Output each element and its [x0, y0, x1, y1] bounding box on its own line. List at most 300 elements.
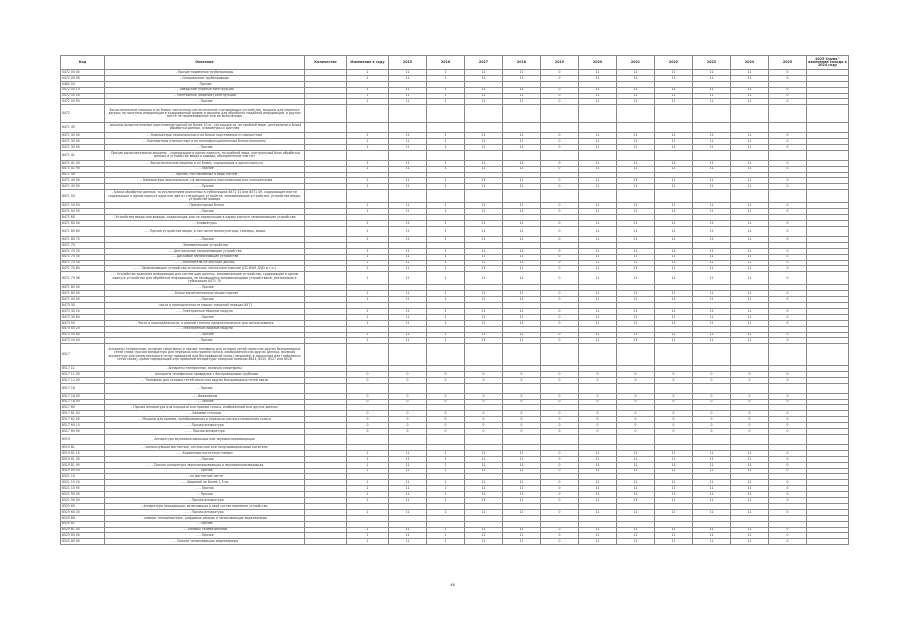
value-cell: 11: [465, 138, 503, 144]
value-cell: 1: [347, 254, 389, 260]
value-cell: [579, 190, 617, 203]
value-cell: 0: [693, 411, 731, 417]
description-cell: - - - Прочая аппаратура: [105, 509, 305, 515]
value-cell: 11: [693, 480, 731, 486]
value-cell: [693, 434, 731, 444]
value-cell: 11: [465, 99, 503, 105]
value-cell: 11: [617, 486, 655, 492]
value-cell: 11: [655, 99, 693, 105]
value-cell: 0: [541, 411, 579, 417]
value-cell: 11: [503, 160, 541, 166]
value-cell: 11: [617, 166, 655, 172]
value-cell: 11: [579, 160, 617, 166]
value-cell: 0: [769, 338, 807, 344]
code-cell: 8517 12 00: [61, 377, 105, 383]
value-cell: 11: [503, 184, 541, 190]
code-cell: 8517 18 00: [61, 393, 105, 399]
value-cell: 11: [389, 138, 427, 144]
value-cell: 11: [503, 492, 541, 498]
value-cell: 0: [541, 166, 579, 172]
value-cell: 0: [347, 399, 389, 405]
value-cell: 1: [427, 480, 465, 486]
value-cell: 11: [503, 480, 541, 486]
value-cell: 0: [541, 338, 579, 344]
value-cell: 0: [769, 297, 807, 303]
value-cell: 11: [731, 203, 769, 209]
value-cell: 11: [731, 144, 769, 150]
value-cell: 11: [655, 184, 693, 190]
description-cell: - машины вычислительные портативные массой не более 10 кг, состоящие из, по крайней мере, центрального блока обработки данных, клавиатуры и дисплея: [105, 122, 305, 132]
value-cell: 11: [731, 272, 769, 285]
value-cell: 11: [503, 87, 541, 93]
value-cell: 11: [465, 314, 503, 320]
code-cell: 8517 60: [61, 405, 105, 411]
table-row: [61, 434, 849, 444]
value-cell: 0: [541, 309, 579, 315]
description-cell: - - Прочие: [105, 144, 305, 150]
value-cell: 0: [769, 417, 807, 423]
value-cell: 11: [617, 184, 655, 190]
value-cell: [347, 344, 389, 366]
description-cell: - - Базовые станции: [105, 411, 305, 417]
value-cell: 11: [465, 272, 503, 285]
value-cell: 11: [617, 509, 655, 515]
value-cell: 0: [541, 468, 579, 474]
code-cell: 8471 70 50: [61, 260, 105, 266]
value-cell: 11: [503, 75, 541, 81]
value-cell: 0: [347, 411, 389, 417]
value-cell: 0: [769, 480, 807, 486]
value-cell: 1: [427, 291, 465, 297]
value-cell: 0: [769, 254, 807, 260]
value-cell: 0: [541, 509, 579, 515]
value-cell: 1: [347, 291, 389, 297]
code-cell: 8471 50 00: [61, 203, 105, 209]
description-cell: - - - Электронные сборные модули: [105, 309, 305, 315]
value-cell: 11: [731, 498, 769, 504]
value-cell: 1: [347, 209, 389, 215]
value-cell: [347, 105, 389, 123]
value-cell: 0: [655, 417, 693, 423]
value-cell: 11: [655, 456, 693, 462]
value-cell: [305, 150, 347, 160]
value-cell: 0: [427, 417, 465, 423]
value-cell: 0: [389, 411, 427, 417]
value-cell: [655, 190, 693, 203]
value-cell: 11: [655, 237, 693, 243]
value-cell: [347, 150, 389, 160]
value-cell: 11: [731, 486, 769, 492]
value-cell: 11: [655, 75, 693, 81]
value-cell: 11: [655, 70, 693, 76]
value-cell: 11: [389, 184, 427, 190]
code-cell: 8473 50 20: [61, 326, 105, 332]
value-cell: 11: [465, 480, 503, 486]
value-cell: 11: [389, 75, 427, 81]
description-cell: - - Прочие: [105, 383, 305, 393]
value-cell: 11: [655, 486, 693, 492]
value-cell: 1: [427, 320, 465, 326]
value-cell: 11: [465, 93, 503, 99]
value-cell: 1: [427, 209, 465, 215]
value-cell: 11: [389, 462, 427, 468]
code-cell: 8471 60: [61, 215, 105, 221]
value-cell: 1: [427, 462, 465, 468]
value-cell: [617, 105, 655, 123]
value-cell: 0: [427, 377, 465, 383]
code-cell: 8525 60: [61, 503, 105, 509]
column-header: Код: [61, 56, 105, 70]
value-cell: 11: [503, 338, 541, 344]
column-header: 2017: [465, 56, 503, 70]
value-cell: 0: [541, 209, 579, 215]
value-cell: 0: [427, 399, 465, 405]
value-cell: 1: [347, 320, 389, 326]
value-cell: 11: [655, 468, 693, 474]
value-cell: 1: [347, 70, 389, 76]
value-cell: 0: [769, 184, 807, 190]
value-cell: 0: [541, 423, 579, 429]
value-cell: 11: [389, 468, 427, 474]
table-row: [61, 105, 849, 123]
value-cell: 11: [389, 272, 427, 285]
value-cell: 1: [347, 138, 389, 144]
value-cell: 11: [465, 462, 503, 468]
value-cell: 11: [655, 166, 693, 172]
value-cell: [389, 344, 427, 366]
value-cell: [769, 383, 807, 393]
description-cell: - - - Прочие: [105, 285, 305, 291]
value-cell: [769, 344, 807, 366]
value-cell: 11: [503, 314, 541, 320]
value-cell: 0: [541, 417, 579, 423]
value-cell: [617, 383, 655, 393]
code-cell: 8519 81: [61, 445, 105, 451]
value-cell: 0: [503, 423, 541, 429]
value-cell: 0: [541, 93, 579, 99]
value-cell: 11: [693, 291, 731, 297]
value-cell: [465, 434, 503, 444]
value-cell: 0: [389, 429, 427, 435]
value-cell: 11: [389, 93, 427, 99]
value-cell: 11: [693, 70, 731, 76]
table-row: [61, 539, 849, 545]
value-cell: 0: [769, 160, 807, 166]
value-cell: 0: [655, 393, 693, 399]
value-cell: 11: [465, 254, 503, 260]
value-cell: 11: [465, 320, 503, 326]
value-cell: 11: [465, 291, 503, 297]
value-cell: [731, 344, 769, 366]
value-cell: 0: [769, 266, 807, 272]
value-cell: 11: [617, 338, 655, 344]
value-cell: 1: [427, 314, 465, 320]
value-cell: 11: [731, 75, 769, 81]
value-cell: 11: [731, 266, 769, 272]
value-cell: 11: [693, 166, 731, 172]
value-cell: 11: [503, 248, 541, 254]
value-cell: [465, 383, 503, 393]
value-cell: 11: [693, 297, 731, 303]
value-cell: 11: [503, 527, 541, 533]
description-cell: - - - Видеофоны: [105, 393, 305, 399]
value-cell: 11: [731, 93, 769, 99]
value-cell: 11: [389, 203, 427, 209]
value-cell: 11: [389, 309, 427, 315]
value-cell: 1: [347, 533, 389, 539]
value-cell: 11: [655, 254, 693, 260]
value-cell: 11: [389, 254, 427, 260]
value-cell: 0: [617, 429, 655, 435]
description-cell: - - Вычислительные машины и их блоки, содержащие в одном корпусе: [105, 160, 305, 166]
value-cell: 0: [541, 75, 579, 81]
value-cell: 1: [347, 486, 389, 492]
value-cell: 0: [769, 486, 807, 492]
code-cell: 8473 50 90: [61, 338, 105, 344]
value-cell: 11: [693, 266, 731, 272]
description-cell: - Аппараты телефонные, включая смартфоны:: [105, 365, 305, 371]
value-cell: 11: [655, 309, 693, 315]
value-cell: 11: [693, 320, 731, 326]
value-cell: 1: [347, 184, 389, 190]
value-cell: 11: [389, 450, 427, 456]
value-cell: 0: [347, 377, 389, 383]
value-cell: 0: [769, 248, 807, 254]
value-cell: 1: [347, 297, 389, 303]
value-cell: 0: [541, 297, 579, 303]
value-cell: 0: [731, 429, 769, 435]
value-cell: [579, 122, 617, 132]
value-cell: 11: [503, 237, 541, 243]
value-cell: 11: [693, 248, 731, 254]
description-cell: - - - Шириной не более 1,3 см: [105, 480, 305, 486]
code-cell: 8525 89 00: [61, 539, 105, 545]
value-cell: 11: [655, 498, 693, 504]
value-cell: 0: [541, 377, 579, 383]
value-cell: 0: [541, 480, 579, 486]
value-cell: 11: [465, 309, 503, 315]
value-cell: [579, 434, 617, 444]
value-cell: 11: [579, 480, 617, 486]
value-cell: 11: [579, 237, 617, 243]
value-cell: 0: [541, 291, 579, 297]
value-cell: 0: [541, 226, 579, 236]
code-cell: 8517 69 90: [61, 429, 105, 435]
value-cell: 1: [427, 533, 465, 539]
value-cell: 11: [389, 539, 427, 545]
value-cell: 11: [655, 272, 693, 285]
value-cell: 11: [693, 184, 731, 190]
value-cell: 11: [617, 133, 655, 139]
value-cell: 0: [769, 291, 807, 297]
value-cell: 11: [465, 166, 503, 172]
value-cell: 0: [541, 539, 579, 545]
value-cell: 0: [541, 133, 579, 139]
value-cell: 11: [465, 338, 503, 344]
value-cell: 0: [465, 393, 503, 399]
value-cell: 11: [731, 450, 769, 456]
value-cell: 11: [465, 297, 503, 303]
code-cell: 8525 81 00: [61, 527, 105, 533]
description-cell: - Блоки обработки данных, за исключением описанных в субпозициях 8471 41 или 8471 49, содержащие или не содержащие в одном корпусе одно или два из следующих устройств: запоминающие устройства, устройства ввода, устройства вывода: [105, 190, 305, 203]
value-cell: 11: [389, 260, 427, 266]
value-cell: 11: [693, 203, 731, 209]
value-cell: 11: [389, 144, 427, 150]
value-cell: 0: [693, 371, 731, 377]
value-cell: [769, 105, 807, 123]
value-cell: [389, 434, 427, 444]
value-cell: 0: [769, 533, 807, 539]
value-cell: [305, 122, 347, 132]
description-cell: - - - Электронные сборные модули: [105, 326, 305, 332]
value-cell: 0: [541, 462, 579, 468]
value-cell: 0: [389, 417, 427, 423]
value-cell: 11: [655, 509, 693, 515]
description-cell: - - - Прочая аппаратура: [105, 423, 305, 429]
value-cell: 0: [769, 456, 807, 462]
value-cell: 11: [503, 209, 541, 215]
value-cell: 0: [579, 377, 617, 383]
value-cell: 11: [693, 462, 731, 468]
value-cell: 1: [427, 144, 465, 150]
value-cell: [465, 122, 503, 132]
column-header: 2018: [503, 56, 541, 70]
value-cell: [731, 383, 769, 393]
value-cell: 11: [693, 539, 731, 545]
value-cell: 0: [541, 527, 579, 533]
value-cell: 11: [389, 133, 427, 139]
value-cell: 1: [427, 266, 465, 272]
value-cell: [731, 434, 769, 444]
value-cell: 11: [617, 314, 655, 320]
column-header: Описание: [105, 56, 305, 70]
value-cell: 11: [617, 297, 655, 303]
code-cell: 8471 30 00: [61, 144, 105, 150]
value-cell: 0: [347, 417, 389, 423]
value-cell: 1: [347, 272, 389, 285]
value-cell: [503, 190, 541, 203]
value-cell: 11: [503, 144, 541, 150]
value-cell: 0: [541, 87, 579, 93]
value-cell: 0: [617, 393, 655, 399]
value-cell: 11: [579, 166, 617, 172]
description-cell: - Части и принадлежности, в равной степени предназначенные для использования: [105, 320, 305, 326]
value-cell: 11: [579, 260, 617, 266]
value-cell: 11: [655, 291, 693, 297]
value-cell: [541, 105, 579, 123]
value-cell: 11: [693, 221, 731, 227]
value-cell: [305, 383, 347, 393]
value-cell: [347, 190, 389, 203]
value-cell: [807, 226, 849, 236]
value-cell: 0: [541, 260, 579, 266]
table-body: [61, 70, 849, 545]
value-cell: 11: [579, 486, 617, 492]
code-cell: 8521 90 00: [61, 492, 105, 498]
value-cell: 11: [731, 533, 769, 539]
value-cell: 0: [769, 492, 807, 498]
value-cell: 0: [693, 423, 731, 429]
value-cell: 11: [731, 527, 769, 533]
value-cell: 0: [503, 417, 541, 423]
value-cell: [465, 344, 503, 366]
value-cell: 1: [347, 75, 389, 81]
value-cell: [617, 344, 655, 366]
value-cell: 11: [655, 492, 693, 498]
code-cell: 8521 10: [61, 474, 105, 480]
value-cell: 11: [617, 237, 655, 243]
value-cell: 0: [769, 260, 807, 266]
value-cell: 0: [579, 429, 617, 435]
value-cell: 11: [389, 314, 427, 320]
value-cell: 0: [769, 377, 807, 383]
description-cell: - камеры телевизионные, цифровые камеры и записывающие видеокамеры: [105, 515, 305, 521]
code-cell: 8519 81 95: [61, 462, 105, 468]
value-cell: 0: [541, 266, 579, 272]
value-cell: 0: [769, 144, 807, 150]
description-cell: - - - Прочие: [105, 237, 305, 243]
value-cell: [693, 383, 731, 393]
value-cell: [503, 150, 541, 160]
value-cell: 11: [465, 456, 503, 462]
value-cell: 11: [617, 291, 655, 297]
value-cell: 1: [347, 480, 389, 486]
value-cell: 11: [389, 338, 427, 344]
value-cell: 0: [731, 423, 769, 429]
value-cell: 0: [347, 393, 389, 399]
value-cell: 1: [427, 178, 465, 184]
value-cell: 1: [347, 93, 389, 99]
value-cell: [655, 105, 693, 123]
value-cell: [693, 105, 731, 123]
value-cell: 0: [769, 527, 807, 533]
value-cell: 0: [541, 138, 579, 144]
description-cell: - - Прочая: [105, 492, 305, 498]
value-cell: [541, 344, 579, 366]
value-cell: 1: [347, 226, 389, 236]
value-cell: [655, 344, 693, 366]
tariff-table: [60, 55, 849, 545]
value-cell: 11: [579, 272, 617, 285]
code-cell: 8525 60 00: [61, 509, 105, 515]
value-cell: 11: [617, 70, 655, 76]
value-cell: [389, 122, 427, 132]
code-cell: 8521 90 00: [61, 498, 105, 504]
value-cell: [503, 344, 541, 366]
value-cell: 0: [693, 429, 731, 435]
code-cell: 8471 60 00: [61, 221, 105, 227]
description-cell: - - на магнитной ленте: [105, 474, 305, 480]
value-cell: 11: [579, 320, 617, 326]
value-cell: 11: [579, 99, 617, 105]
value-cell: [617, 434, 655, 444]
value-cell: 11: [389, 87, 427, 93]
value-cell: [617, 190, 655, 203]
value-cell: 11: [655, 226, 693, 236]
value-cell: 11: [617, 144, 655, 150]
value-cell: 1: [347, 539, 389, 545]
value-cell: 11: [579, 468, 617, 474]
value-cell: 11: [655, 248, 693, 254]
value-cell: 0: [769, 450, 807, 456]
value-cell: 11: [579, 332, 617, 338]
value-cell: 11: [389, 527, 427, 533]
value-cell: 11: [389, 178, 427, 184]
value-cell: [427, 383, 465, 393]
value-cell: 11: [503, 297, 541, 303]
value-cell: [731, 190, 769, 203]
value-cell: 11: [579, 297, 617, 303]
